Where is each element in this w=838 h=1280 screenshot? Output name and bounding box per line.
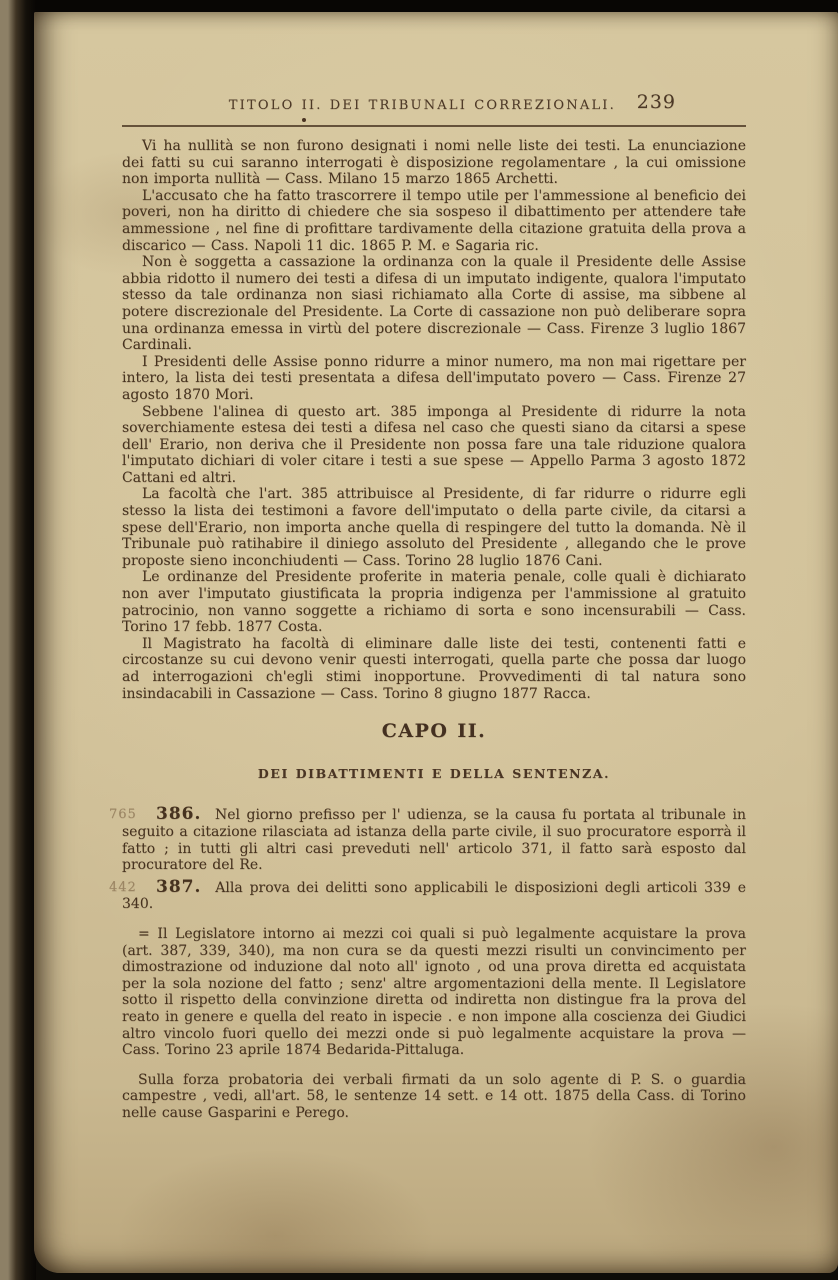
paragraph: Le ordinanze del Presidente proferite in materia penale, colle quali è dichiarato non aver l'imputato giustificata la propria indigenza per l'ammissione al gratuito patrocinio, non vanno soggette a richiamo di sorta e sono incensurabili — Cass. Torino 17 febb. 1877 Costa. <box>122 569 746 636</box>
running-header <box>122 91 746 116</box>
section-title: TITOLO II. DEI TRIBUNALI CORREZIONALI. <box>228 98 616 113</box>
annotation-paragraph: Sulla forza probatoria dei verbali firmati da un solo agente di P. S. o guardia campestre , vedi, all'art. 58, le sentenze 14 sett. e 14 ott. 1875 della Cass. di Torino nelle cause Gasparini e Perego. <box>122 1071 746 1121</box>
chapter-heading: CAPO II. <box>381 720 487 743</box>
article-number: 387. <box>156 876 202 897</box>
article-number: 386. <box>156 804 202 825</box>
page-content <box>109 91 746 1121</box>
paragraph: Il Magistrato ha facoltà di eliminare dalle liste dei testi, contenenti fatti e circostanze su cui devono venir questi interrogati, quella parte che possa dar luogo ad interrogazioni ch'egli stimi inopportune. Provvedimenti di tal natura sono insindacabili in Cassazione — Cass. Torino 8 giugno 1877 Racca. <box>122 635 746 702</box>
paragraph: Vi ha nullità se non furono designati i nomi nelle liste dei testi. La enunciazione dei fatti su cui saranno interrogati è disposizione regolamentare , la cui omissione non importa nullità — Cass. Milano 15 marzo 1865 Archetti. <box>122 138 746 188</box>
paragraph: La facoltà che l'art. 385 attribuisce al Presidente, di far ridurre o ridurre egli stesso la lista dei testimoni a favore dell'imputato o della parte civile, da citarsi a spese dell'Erario, non importa anche quella di respingere del tutto la domanda. Nè il Tribunale può ratihabire il diniego assoluto del Presidente , allegando che le prove proposte sieno inconchiudenti — Cass. Torino 28 luglio 1876 Cani. <box>122 486 746 569</box>
annotation-paragraph: = Il Legislatore intorno ai mezzi coi quali si può legalmente acquistare la prova (art. 387, 339, 340), ma non cura se da questi mezzi risulti un convincimento per dimostrazione od induzione dal noto all' ignoto , od una prova diretta ed acquistata per la sola nozione del fatto ; senz' altre argomentazioni della mente. Il Legislatore sotto il rispetto della convinzione diretta od indiretta non distingue fra la prova del reato in genere e quella del reato in ispecie . e non impone alla coscienza dei Giudici altro vincolo fuori quello dei mezzi onde si può legalmente acquistare la prova — Cass. Torino 23 aprile 1874 Bedarida-Pittaluga. <box>122 925 746 1059</box>
chapter-subheading: DEI DIBATTIMENTI E DELLA SENTENZA. <box>257 765 611 781</box>
article-386 <box>109 804 746 874</box>
book-page <box>34 12 838 1273</box>
article-387 <box>109 876 746 913</box>
margin-number: 442 <box>109 879 137 895</box>
scan-left-edge <box>0 0 36 1280</box>
article-text: Nel giorno prefisso per l' udienza, se la causa fu portata al tribunale in seguito a citazione rilasciata ad istanza della parte civile, il suo procuratore esporrà il fatto ; in tutti gli altri casi preveduti nell' articolo 371, il fatto sarà esposto dal procuratore del Re. <box>122 807 746 874</box>
paragraph: I Presidenti delle Assise ponno ridurre a minor numero, ma non mai rigettare per intero, la lista dei testi presentata a difesa dell'imputato povero — Cass. Firenze 27 agosto 1870 Mori. <box>122 353 746 403</box>
paragraph: Sebbene l'alinea di questo art. 385 imponga al Presidente di ridurre la nota soverchiamente estesa dei testi a difesa nel caso che questi siano da citarsi a spese dell' Erario, non deriva che il Presidente non possa fare una tale riduzione qualora l'imputato dichiari di voler citare i testi a sue spese — Appello Parma 3 agosto 1872 Cattani ed altri. <box>122 403 746 486</box>
paragraph: Non è soggetta a cassazione la ordinanza con la quale il Presidente delle Assise abbia ridotto il numero dei testi a difesa di un imputato indigente, qualora l'imputato stesso da tale ordinanza non siasi richiamato alla Corte di assise, ma sibbene al potere discrezionale del Presidente. La Corte di cassazione non può deliberare sopra una ordinanza emessa in virtù del potere discrezionale — Cass. Firenze 3 luglio 1867 Cardinali. <box>122 254 746 354</box>
margin-number: 765 <box>109 807 137 823</box>
article-text: Alla prova dei delitti sono applicabili le disposizioni degli articoli 339 e 340. <box>122 879 746 913</box>
header-rule <box>122 125 746 127</box>
page-number: 239 <box>636 91 676 113</box>
paragraph: L'accusato che ha fatto trascorrere il tempo utile per l'ammessione al beneficio dei poveri, non ha diritto di chiedere che sia sospeso il dibattimento per attendere tale ammessione , nel fine di profittare tardivamente della citazione gratuita della prova a discarico — Cass. Napoli 11 dic. 1865 P. M. e Sagaria ric. <box>122 187 746 254</box>
